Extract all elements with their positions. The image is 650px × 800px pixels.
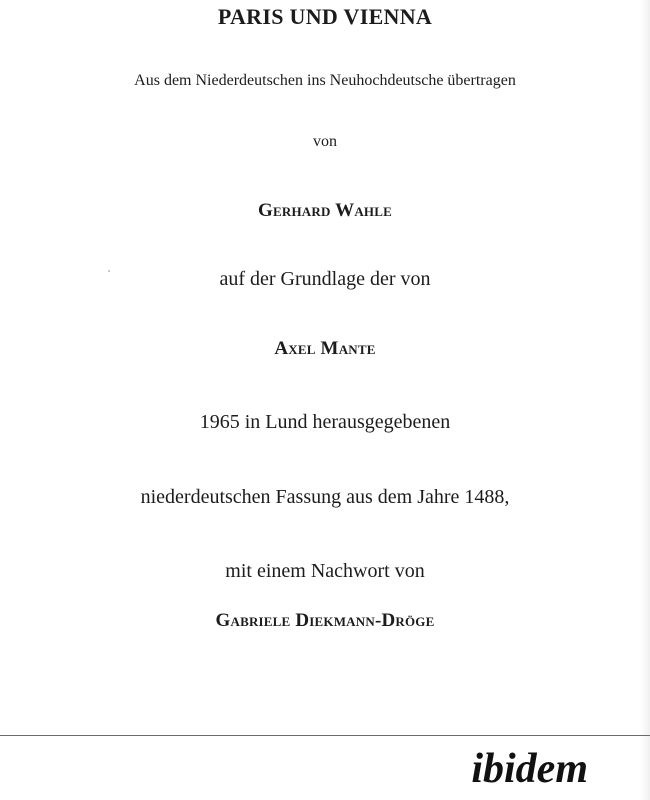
by-label: von <box>313 133 337 150</box>
divider-rule <box>0 735 650 736</box>
basis-text: auf der Grundlage der von <box>219 268 431 290</box>
book-title: PARIS UND VIENNA <box>217 4 433 29</box>
page-edge-shadow <box>640 0 650 800</box>
translator-name: Gerhard Wahle <box>258 200 392 221</box>
publisher-logo: ibidem <box>471 746 588 792</box>
version-text: niederdeutschen Fassung aus dem Jahre 1488, <box>140 486 510 508</box>
afterword-author-name: Gabriele Diekmann-Dröge <box>215 610 435 631</box>
afterword-text: mit einem Nachwort von <box>225 560 425 582</box>
editor-name: Axel Mante <box>274 338 376 359</box>
book-subtitle: Aus dem Niederdeutschen ins Neuhochdeutsche übertragen <box>134 72 516 89</box>
edition-text: 1965 in Lund herausgegebenen <box>199 411 451 433</box>
